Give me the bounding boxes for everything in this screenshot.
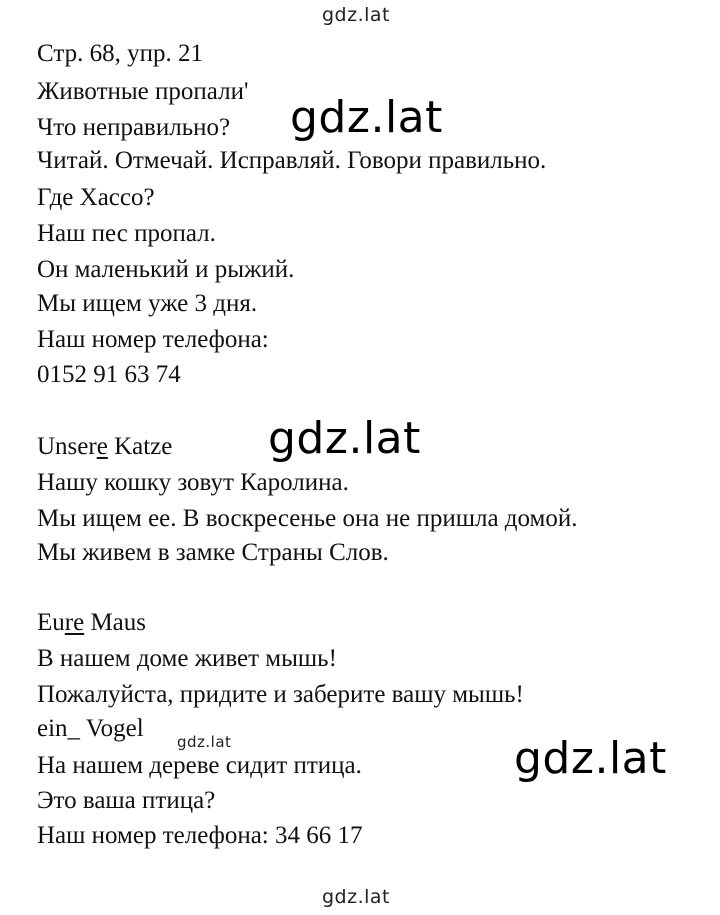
page-reference: Стр. 68, упр. 21 [37, 40, 203, 67]
cat-line: Мы живем в замке Страны Слов. [37, 539, 389, 566]
watermark-small: gdz.lat [177, 733, 232, 751]
cat-heading [37, 432, 172, 462]
dog-phone: 0152 91 63 74 [37, 361, 181, 388]
cat-line: Мы ищем ее. В воскресенье она не пришла домой. [37, 505, 578, 532]
bird-phone: Наш номер телефона: 34 66 17 [37, 822, 363, 849]
dog-line: Мы ищем уже 3 дня. [37, 290, 258, 317]
watermark-large-1: gdz.lat [290, 92, 443, 143]
exercise-question: Что неправильно? [37, 114, 231, 141]
exercise-title: Животные пропали' [37, 78, 249, 105]
dog-line: Он маленький и рыжий. [37, 256, 295, 283]
exercise-instruction: Читай. Отмечай. Исправляй. Говори правильно. [37, 147, 547, 174]
cat-heading-correction: e [96, 433, 108, 460]
mouse-heading-prefix: Eu [37, 609, 65, 636]
bird-line: На нашем дереве сидит птица. [37, 752, 362, 779]
watermark-bottom: gdz.lat [322, 886, 391, 908]
cat-heading-prefix: Unser [37, 433, 97, 460]
mouse-heading-suffix: Maus [84, 609, 147, 636]
cat-line: Нашу кошку зовут Каролина. [37, 469, 349, 496]
bird-heading: ein_ Vogel [37, 715, 144, 742]
watermark-large-2: gdz.lat [268, 413, 421, 464]
dog-heading: Где Хассо? [37, 184, 155, 211]
bird-line: Это ваша птица? [37, 787, 216, 814]
mouse-line: Пожалуйста, придите и заберите вашу мышь! [37, 681, 524, 708]
mouse-line: В нашем доме живет мышь! [37, 645, 337, 672]
dog-line: Наш номер телефона: [37, 326, 269, 353]
watermark-large-3: gdz.lat [514, 733, 667, 784]
cat-heading-suffix: Katze [107, 433, 173, 460]
mouse-heading-correction: re [64, 609, 85, 636]
watermark-top: gdz.lat [322, 4, 391, 26]
mouse-heading [37, 608, 146, 638]
dog-line: Наш пес пропал. [37, 220, 216, 247]
